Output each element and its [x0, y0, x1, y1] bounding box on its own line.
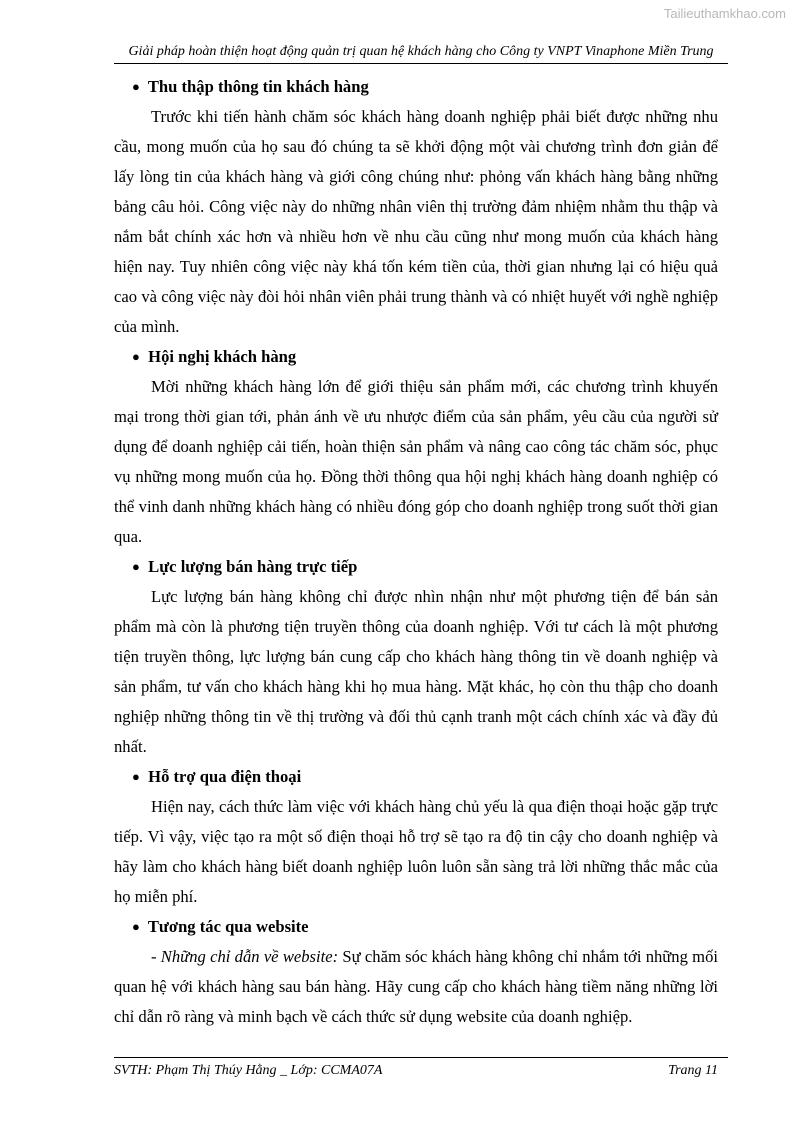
section-heading-luc-luong — [114, 552, 718, 582]
section-heading-label: Tương tác qua website — [147, 917, 309, 936]
section-paragraph: Lực lượng bán hàng không chỉ được nhìn nhận như một phương tiện để bán sản phẩm mà còn là phương tiện truyền thông của doanh nghiệp. Với tư cách là một phương tiện truyền thông, lực lượng bán cung cấp cho khách hàng thông tin về doanh nghiệp và sản phẩm, tư vấn cho khách hàng khi họ mua hàng. Mặt khác, họ còn thu thập cho doanh nghiệp những thông tin về thị trường và đối thủ cạnh tranh một cách chính xác và đầy đủ nhất. — [114, 587, 718, 756]
bullet-icon: ● — [132, 349, 140, 364]
footer-page-number: Trang 11 — [668, 1063, 718, 1078]
section-heading-label: Hội nghị khách hàng — [148, 347, 297, 366]
section-heading-hoi-nghi — [114, 342, 718, 372]
section-paragraph — [114, 942, 718, 1032]
watermark-text: Tailieuthamkhao.com — [663, 6, 786, 21]
document-body — [114, 72, 718, 1032]
footer-divider — [114, 1057, 728, 1058]
running-header: Giải pháp hoàn thiện hoạt động quản trị quan hệ khách hàng cho Công ty VNPT Vinaphone Miền Trung — [128, 44, 714, 59]
bullet-icon: ● — [132, 559, 140, 574]
header-divider — [114, 63, 728, 64]
bullet-icon: ● — [132, 919, 140, 934]
section-paragraph: Mời những khách hàng lớn để giới thiệu sản phẩm mới, các chương trình khuyến mại trong thời gian tới, phản ánh về ưu nhược điểm của sản phẩm, yêu cầu của người sử dụng để doanh nghiệp cải tiến, hoàn thiện sản phẩm và nâng cao công tác chăm sóc, phục vụ những mong muốn của họ. Đồng thời thông qua hội nghị khách hàng doanh nghiệp có thể vinh danh những khách hàng có nhiều đóng góp cho doanh nghiệp trong suốt thời gian qua. — [114, 377, 718, 546]
section-heading-tuong-tac — [114, 912, 718, 942]
paragraph-lead: - Những chỉ dẫn về website: — [151, 947, 339, 966]
section-heading-label: Lực lượng bán hàng trực tiếp — [148, 557, 358, 576]
section-heading-ho-tro — [114, 762, 718, 792]
section-heading-thu-thap — [114, 72, 718, 102]
section-heading-label: Hỗ trợ qua điện thoại — [148, 767, 302, 786]
bullet-icon: ● — [132, 79, 140, 94]
bullet-icon: ● — [132, 769, 140, 784]
section-heading-label: Thu thập thông tin khách hàng — [147, 77, 369, 96]
section-paragraph: Trước khi tiến hành chăm sóc khách hàng doanh nghiệp phải biết được những nhu cầu, mong muốn của họ sau đó chúng ta sẽ khởi động một vài chương trình đơn giản để lấy lòng tin của khách hàng và giới công chúng như: phỏng vấn khách hàng bằng những bảng câu hỏi. Công việc này do những nhân viên thị trường đảm nhiệm nhằm thu thập và nắm bắt chính xác hơn và nhiều hơn về nhu cầu cũng như mong muốn của khách hàng hiện nay. Tuy nhiên công việc này khá tốn kém tiền của, thời gian nhưng lại có hiệu quả cao và công việc này đòi hỏi nhân viên phải trung thành và có nhiệt huyết với nghề nghiệp của mình. — [114, 107, 718, 336]
paragraph-body: Sự chăm sóc khách hàng không chỉ nhắm tới những mối quan hệ với khách hàng sau bán hàng. Hãy cung cấp cho khách hàng tiềm năng những lời chỉ dẫn rõ ràng và minh bạch về cách thức sử dụng website của doanh nghiệp. — [114, 947, 718, 1026]
section-paragraph: Hiện nay, cách thức làm việc với khách hàng chủ yếu là qua điện thoại hoặc gặp trực tiếp. Vì vậy, việc tạo ra một số điện thoại hỗ trợ sẽ tạo ra độ tin cậy cho doanh nghiệp và hãy làm cho khách hàng biết doanh nghiệp luôn luôn sẵn sàng trả lời những thắc mắc của họ miễn phí. — [114, 797, 718, 906]
footer-student-info: SVTH: Phạm Thị Thúy Hằng _ Lớp: CCMA07A — [114, 1063, 383, 1078]
